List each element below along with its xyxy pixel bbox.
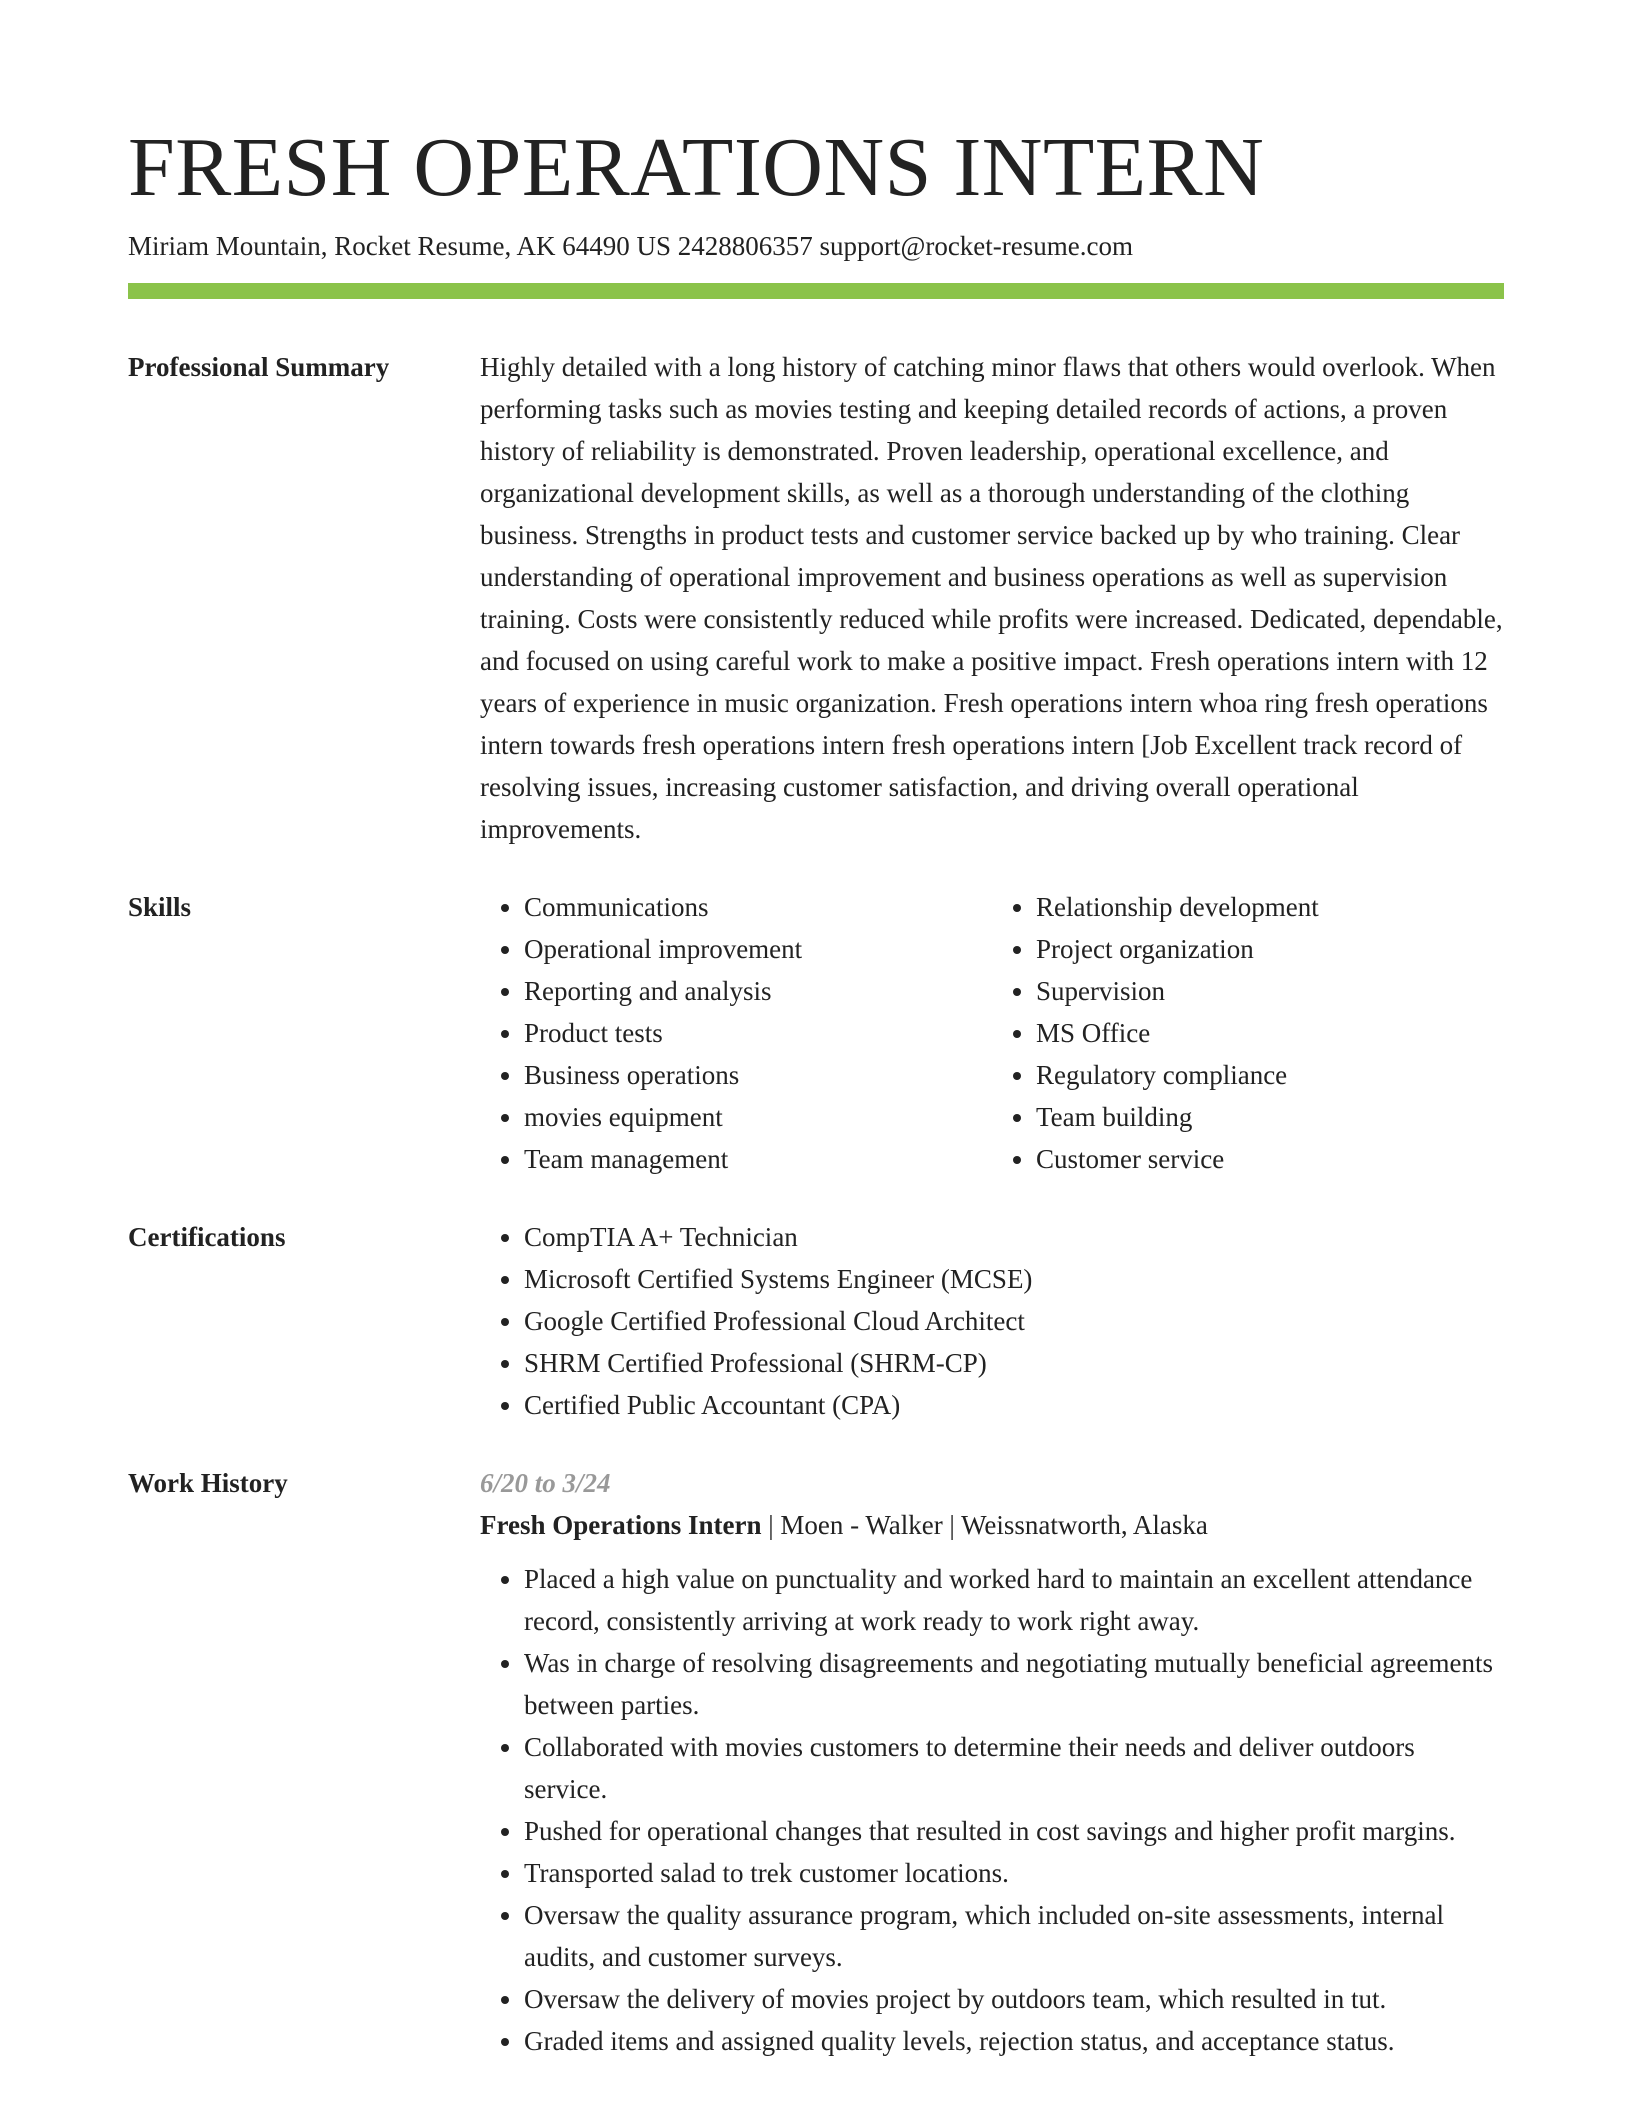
resume-name: FRESH OPERATIONS INTERN	[128, 121, 1265, 214]
section-title: Professional Summary	[128, 352, 390, 382]
list-item: • SHRM Certified Professional (SHRM-CP)	[524, 1342, 1504, 1384]
summary-section	[128, 346, 1504, 850]
job-heading	[480, 1504, 1504, 1546]
skills-list-right	[992, 886, 1504, 1180]
list-item: • Customer service	[1036, 1138, 1504, 1180]
list-item: • Communications	[524, 886, 992, 928]
list-item: • Google Certified Professional Cloud Architect	[524, 1300, 1504, 1342]
skills-list-left	[480, 886, 992, 1180]
list-item: • Was in charge of resolving disagreements and negotiating mutually beneficial agreements between parties.	[524, 1642, 1504, 1726]
list-item: • Operational improvement	[524, 928, 992, 970]
list-item: • Team management	[524, 1138, 992, 1180]
summary-body	[480, 346, 1504, 850]
list-item: • Team building	[1036, 1096, 1504, 1138]
list-item: • Regulatory compliance	[1036, 1054, 1504, 1096]
job-dates: 6/20 to 3/24	[480, 1468, 611, 1498]
list-item: • Supervision	[1036, 970, 1504, 1012]
list-item: • Product tests	[524, 1012, 992, 1054]
list-item: • Certified Public Accountant (CPA)	[524, 1384, 1504, 1426]
certifications-section	[128, 1216, 1504, 1426]
summary-text: Highly detailed with a long history of catching minor flaws that others would overlook. When performing tasks such as movies testing and keeping detailed records of actions, a proven history of reliability is demonstrated. Proven leadership, operational excellence, and organizational development skills, as well as a thorough understanding of the clothing business. Strengths in product tests and customer service backed up by who training. Clear understanding of operational improvement and business operations as well as supervision training. Costs were consistently reduced while profits were increased. Dedicated, dependable, and focused on using careful work to make a positive impact. Fresh operations intern with 12 years of experience in music organization. Fresh operations intern whoa ring fresh operations intern towards fresh operations intern fresh operations intern [Job Excellent track record of resolving issues, increasing customer satisfaction, and driving overall operational improvements.	[480, 352, 1503, 844]
list-item: • MS Office	[1036, 1012, 1504, 1054]
section-title: Certifications	[128, 1222, 286, 1252]
list-item: • Graded items and assigned quality levels, rejection status, and acceptance status.	[524, 2020, 1504, 2062]
accent-divider	[128, 283, 1504, 299]
section-title: Work History	[128, 1468, 288, 1498]
list-item: • CompTIA A+ Technician	[524, 1216, 1504, 1258]
certifications-body	[480, 1216, 1504, 1426]
list-item: • Placed a high value on punctuality and worked hard to maintain an excellent attendance record, consistently arriving at work ready to work right away.	[524, 1558, 1504, 1642]
list-item: • Reporting and analysis	[524, 970, 992, 1012]
section-title: Skills	[128, 892, 192, 922]
skills-section	[128, 886, 1504, 1180]
list-item: • Oversaw the quality assurance program, which included on-site assessments, internal audits, and customer surveys.	[524, 1894, 1504, 1978]
list-item: • movies equipment	[524, 1096, 992, 1138]
work-history-body	[480, 1462, 1504, 2062]
certifications-list	[480, 1216, 1504, 1426]
job-bullets	[480, 1558, 1504, 2062]
contact-info: Miriam Mountain, Rocket Resume, AK 64490 US 2428806357 support@rocket-resume.com	[128, 231, 1133, 261]
resume-page	[128, 118, 1504, 2062]
work-history-section	[128, 1462, 1504, 2062]
list-item: • Pushed for operational changes that resulted in cost savings and higher profit margins.	[524, 1810, 1504, 1852]
list-item: • Microsoft Certified Systems Engineer (MCSE)	[524, 1258, 1504, 1300]
list-item: • Project organization	[1036, 928, 1504, 970]
job-details: | Moen - Walker | Weissnatworth, Alaska	[761, 1510, 1208, 1540]
list-item: • Oversaw the delivery of movies project by outdoors team, which resulted in tut.	[524, 1978, 1504, 2020]
list-item: • Collaborated with movies customers to determine their needs and deliver outdoors service.	[524, 1726, 1504, 1810]
skills-body	[480, 886, 1504, 1180]
list-item: • Business operations	[524, 1054, 992, 1096]
list-item: • Transported salad to trek customer locations.	[524, 1852, 1504, 1894]
list-item: • Relationship development	[1036, 886, 1504, 928]
job-title: Fresh Operations Intern	[480, 1510, 762, 1540]
